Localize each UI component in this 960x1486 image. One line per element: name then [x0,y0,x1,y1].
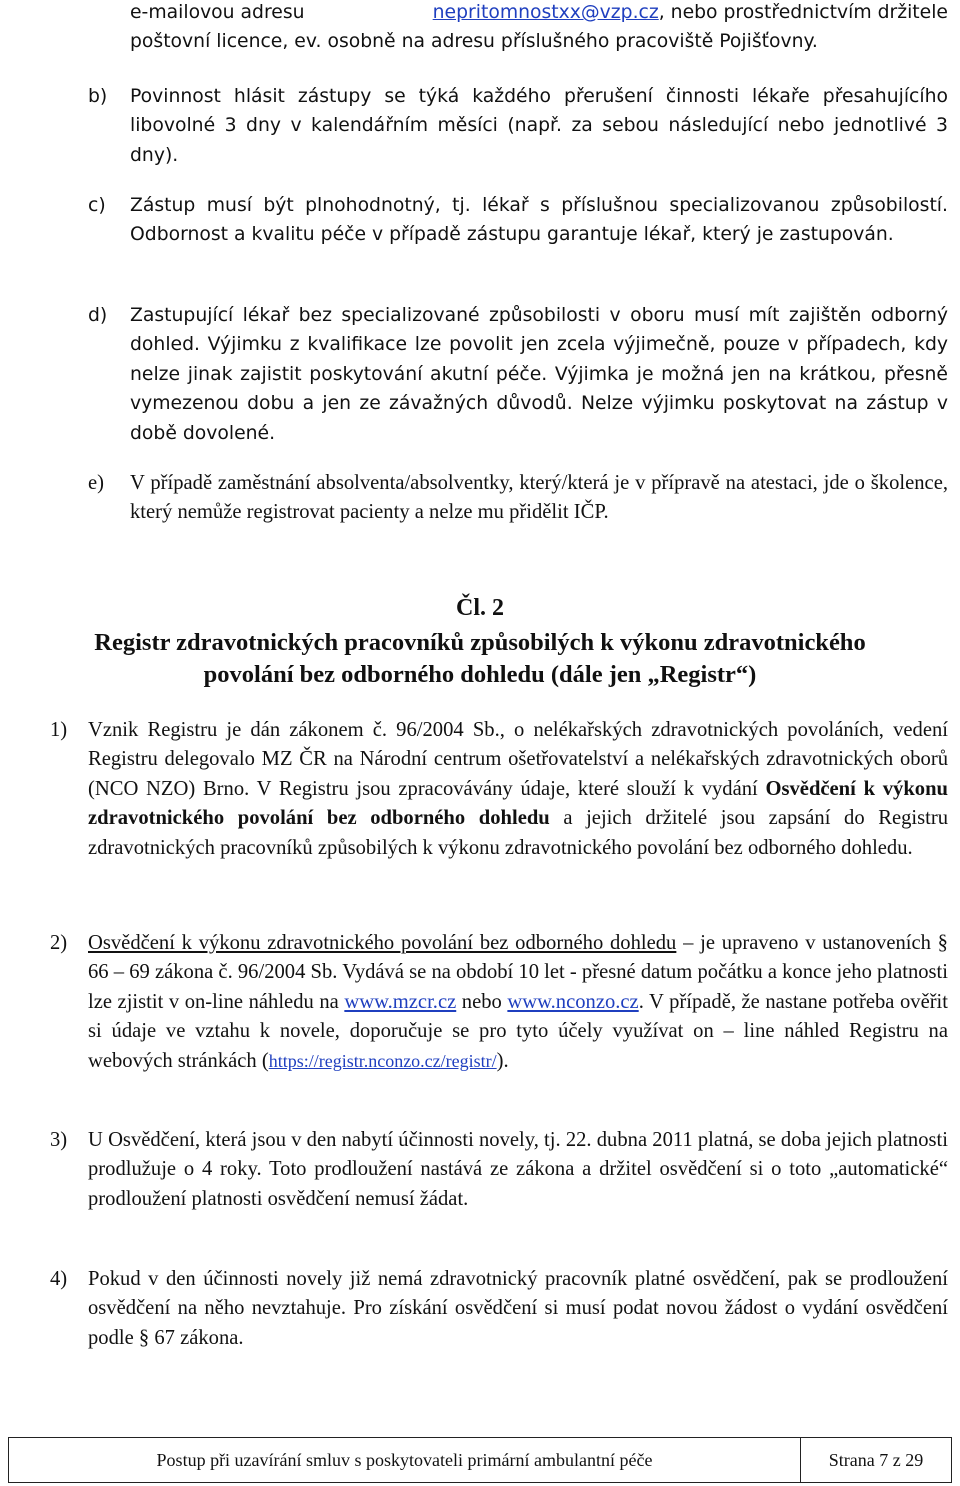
item-1-marker: 1) [50,719,68,741]
footer-title: Postup při uzavírání smluv s poskytovateli primární ambulantní péče [9,1438,801,1482]
email-link[interactable]: nepritomnostxx@vzp.cz [432,2,659,23]
certificate-underlined-phrase: Osvědčení k výkonu zdravotnického povolání bez odborného dohledu [88,932,677,954]
item-2-text [88,929,948,1076]
item-2-marker: 2) [50,932,68,954]
article-title-line-2: povolání bez odborného dohledu (dále jen „Registr“) [203,661,757,688]
item-2-text-d: ). [496,1049,509,1072]
item-e-text: V případě zaměstnání absolventa/absolventky, který/která je v přípravě na atestaci, jde o školence, který nemůže registrovat pacienty a nelze mu přidělit IČP. [130,472,948,524]
item-1-text-b: a jejich držitelé jsou zapsání do Registru zdravotnických pracovníků způsobilých k výkonu zdravotnického povolání bez odborného dohledu. [88,807,948,859]
intro-line-2: poštovní licence, ev. osobně na adresu příslušného pracoviště Pojišťovny. [130,31,818,53]
item-2-text-b: nebo [456,990,508,1013]
certificate-bold-phrase: Osvědčení k výkonu zdravotnického povolání bez odborného dohledu [88,777,948,830]
item-d-text: Zastupující lékař bez specializované způsobilosti v oboru musí mít zajištěn odborný dohled. Výjimku z kvalifikace lze povolit jen zcela výjimečně, pouze v případech, kdy nelze jinak zajistit poskytování akutní péče. Výjimka je možná jen na krátkou, přesně vymezenou dobu a jen ze závažných důvodů. Nelze výjimku poskytovat na zástup v době dovolené. [130,305,948,444]
article-number: Čl. 2 [456,595,504,621]
item-e-marker: e) [88,472,104,494]
footer-page-number: Strana 7 z 29 [828,1449,924,1470]
item-2-text-c: . V případě, že nastane potřeba ověřit si údaje ve vztahu k novele, doporučuje se pro tyto účely využívat on – line náhled Registru na webových stránkách ( [88,990,949,1072]
page-footer [8,1437,952,1483]
registr-link[interactable]: https://registr.nconzo.cz/registr/ [268,1050,497,1071]
item-c-text: Zástup musí být plnohodnotný, tj. lékař s příslušnou specializovanou způsobilostí. Odbornost a kvalitu péče v případě zástupu garantuje lékař, který je zastupován. [130,195,948,246]
item-b-text: Povinnost hlásit zástupy se týká každého přerušení činnosti lékaře přesahujícího libovolné 3 dny v kalendářním měsíci (např. za sebou následující nebo jednotlivé 3 dny). [130,86,948,166]
mzcr-link[interactable]: www.mzcr.cz [344,990,457,1013]
item-3-marker: 3) [50,1129,68,1151]
item-c-marker: c) [88,195,106,216]
item-1-text-a: Vznik Registru je dán zákonem č. 96/2004 Sb., o nelékařských zdravotnických povoláních, vedení Registru delegovalo MZ ČR na Národní centrum ošetřovatelství a nelékařských zdravotnických oborů (NCO NZO) Brno. V Registru jsou zpracovávány údaje, které slouží k vydání [88,719,948,800]
intro-text-before-link: e-mailovou adresu [130,2,305,23]
article-title-line-1: Registr zdravotnických pracovníků způsobilých k výkonu zdravotnického [94,629,866,656]
item-3-text: U Osvědčení, která jsou v den nabytí účinnosti novely, tj. 22. dubna 2011 platná, se doba jejich platnosti prodlužuje o 4 roky. Toto prodloužení nastává ze zákona a držitel osvědčení si o toto „automatické“ prodloužení platnosti osvědčení nemusí žádat. [88,1129,948,1210]
intro-text-after-link: , nebo prostřednictvím držitele [658,2,948,23]
item-b-marker: b) [88,86,108,107]
item-d-marker: d) [88,305,108,326]
intro-paragraph [130,0,948,57]
item-4-text: Pokud v den účinnosti novely již nemá zdravotnický pracovník platné osvědčení, pak se prodloužení osvědčení na něho nevztahuje. Pro získání osvědčení si musí podat novou žádost o vydání osvědčení podle § 67 zákona. [88,1268,948,1349]
item-2-text-a: – je upraveno v ustanoveních § 66 – 69 zákona č. 96/2004 Sb. Vydává se na období 10 let - přesné datum počátku a konce jeho platnosti lze zjistit v on-line náhledu na [88,932,948,1013]
item-4-marker: 4) [50,1268,68,1290]
nconzo-link[interactable]: www.nconzo.cz [507,990,639,1013]
item-1-text [88,716,948,863]
